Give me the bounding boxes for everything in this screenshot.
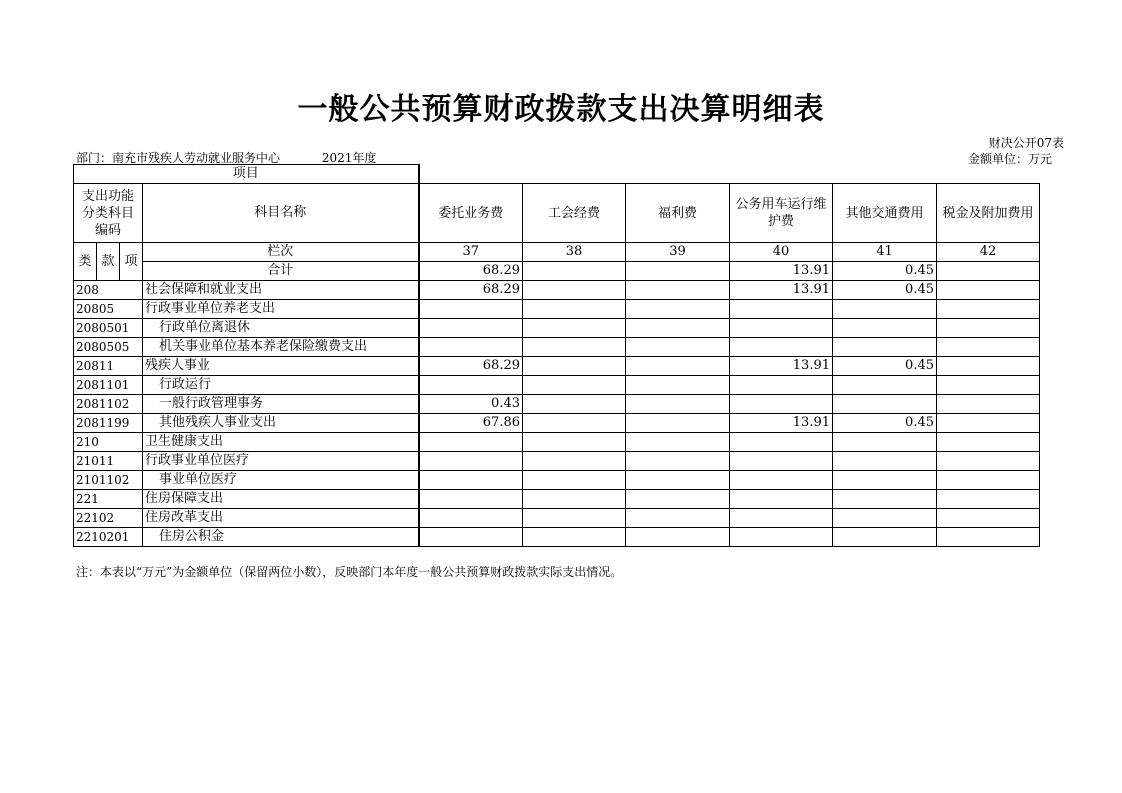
row-subject-name: 住房保障支出 [143, 490, 419, 509]
row-value [419, 490, 523, 509]
header-lei: 类 [74, 243, 97, 281]
row-value: 13.91 [730, 357, 833, 376]
row-code: 208 [74, 281, 143, 300]
row-subject-name: 行政运行 [143, 376, 419, 395]
row-value [419, 338, 523, 357]
row-value [730, 490, 833, 509]
header-lanci: 栏次 [143, 243, 419, 262]
row-value [626, 376, 730, 395]
row-code: 2081199 [74, 414, 143, 433]
header-row-item [74, 165, 1040, 184]
table-row [74, 490, 1040, 509]
row-value: 0.43 [419, 395, 523, 414]
row-value [730, 433, 833, 452]
row-value [523, 395, 626, 414]
report-year: 2021年度 [321, 151, 377, 165]
col-no-38: 38 [523, 243, 626, 262]
total-value: 68.29 [419, 262, 523, 281]
row-value [523, 509, 626, 528]
row-value: 0.45 [833, 281, 937, 300]
header-row-lanci [74, 243, 1040, 262]
row-value: 0.45 [833, 414, 937, 433]
row-value [937, 509, 1040, 528]
header-row-names [74, 184, 1040, 243]
row-code: 2081102 [74, 395, 143, 414]
row-code: 2081101 [74, 376, 143, 395]
table-row [74, 414, 1040, 433]
row-subject-name: 社会保障和就业支出 [143, 281, 419, 300]
table-row [74, 338, 1040, 357]
row-value [626, 319, 730, 338]
row-value [937, 395, 1040, 414]
total-value: 0.45 [833, 262, 937, 281]
row-value [626, 509, 730, 528]
page-title: 一般公共预算财政拨款支出决算明细表 [297, 92, 825, 127]
col-no-41: 41 [833, 243, 937, 262]
row-value: 67.86 [419, 414, 523, 433]
row-value [937, 528, 1040, 547]
col-no-42: 42 [937, 243, 1040, 262]
row-subject-name: 一般行政管理事务 [143, 395, 419, 414]
row-value [833, 395, 937, 414]
row-value [523, 281, 626, 300]
row-code: 2210201 [74, 528, 143, 547]
total-label: 合计 [143, 262, 419, 281]
row-value [419, 452, 523, 471]
row-value [730, 319, 833, 338]
row-value [419, 319, 523, 338]
header-col-39: 福利费 [626, 184, 730, 243]
header-col-42: 税金及附加费用 [937, 184, 1040, 243]
header-col-38: 工会经费 [523, 184, 626, 243]
total-value: 13.91 [730, 262, 833, 281]
table-row [74, 319, 1040, 338]
row-subject-name: 事业单位医疗 [143, 471, 419, 490]
total-value [523, 262, 626, 281]
row-value [523, 528, 626, 547]
row-value [626, 490, 730, 509]
row-value [523, 300, 626, 319]
header-kuan: 款 [97, 243, 120, 281]
row-value [419, 509, 523, 528]
expenditure-table [73, 164, 1040, 547]
header-col-41: 其他交通费用 [833, 184, 937, 243]
row-subject-name: 卫生健康支出 [143, 433, 419, 452]
row-value [833, 452, 937, 471]
row-value [937, 281, 1040, 300]
row-subject-name: 机关事业单位基本养老保险缴费支出 [143, 338, 419, 357]
table-row [74, 357, 1040, 376]
row-value [730, 509, 833, 528]
row-value [937, 376, 1040, 395]
row-subject-name: 残疾人事业 [143, 357, 419, 376]
total-value [937, 262, 1040, 281]
row-value [523, 357, 626, 376]
row-value [626, 357, 730, 376]
row-value [833, 376, 937, 395]
col-no-39: 39 [626, 243, 730, 262]
row-value [523, 338, 626, 357]
row-value [730, 376, 833, 395]
row-value [626, 281, 730, 300]
row-code: 2080501 [74, 319, 143, 338]
row-value [626, 300, 730, 319]
row-value: 68.29 [419, 281, 523, 300]
table-row [74, 376, 1040, 395]
col-no-40: 40 [730, 243, 833, 262]
row-value [730, 300, 833, 319]
row-value [833, 319, 937, 338]
row-subject-name: 行政事业单位医疗 [143, 452, 419, 471]
header-item: 项目 [74, 165, 419, 184]
header-col-40: 公务用车运行维护费 [730, 184, 833, 243]
row-value [419, 471, 523, 490]
row-value: 13.91 [730, 414, 833, 433]
row-value: 13.91 [730, 281, 833, 300]
row-value [937, 319, 1040, 338]
row-value [523, 433, 626, 452]
row-value [833, 338, 937, 357]
row-code: 20811 [74, 357, 143, 376]
header-func-code: 支出功能分类科目编码 [74, 184, 143, 243]
row-value [937, 433, 1040, 452]
row-value [833, 528, 937, 547]
row-value [833, 509, 937, 528]
row-code: 2080505 [74, 338, 143, 357]
table-row [74, 509, 1040, 528]
table-row [74, 452, 1040, 471]
row-code: 210 [74, 433, 143, 452]
row-value [937, 357, 1040, 376]
header-subject-name: 科目名称 [143, 184, 419, 243]
row-subject-name: 行政单位离退休 [143, 319, 419, 338]
header-col-37: 委托业务费 [419, 184, 523, 243]
row-value [937, 300, 1040, 319]
row-value [937, 490, 1040, 509]
table-row [74, 433, 1040, 452]
row-value [833, 433, 937, 452]
row-value [833, 490, 937, 509]
row-value [730, 528, 833, 547]
row-value [730, 338, 833, 357]
row-value [730, 395, 833, 414]
row-value [523, 414, 626, 433]
row-value [419, 528, 523, 547]
row-value [419, 376, 523, 395]
dept-name: 部门：南充市残疾人劳动就业服务中心 [76, 151, 281, 165]
table-row [74, 471, 1040, 490]
row-code: 2101102 [74, 471, 143, 490]
row-value [730, 452, 833, 471]
row-value [419, 300, 523, 319]
table-row [74, 281, 1040, 300]
row-value [937, 452, 1040, 471]
footnote: 注：本表以“万元”为金额单位（保留两位小数），反映部门本年度一般公共预算财政拨款实际支出情况。 [76, 565, 623, 579]
row-value [523, 452, 626, 471]
table-row [74, 528, 1040, 547]
row-value: 0.45 [833, 357, 937, 376]
row-subject-name: 住房改革支出 [143, 509, 419, 528]
row-value [626, 433, 730, 452]
total-row [74, 262, 1040, 281]
row-value [730, 471, 833, 490]
row-value [626, 338, 730, 357]
row-value [523, 471, 626, 490]
table-code: 财决公开07表 [988, 136, 1064, 150]
row-code: 21011 [74, 452, 143, 471]
row-code: 22102 [74, 509, 143, 528]
row-value [626, 528, 730, 547]
row-value [937, 471, 1040, 490]
row-value [626, 452, 730, 471]
row-value [523, 319, 626, 338]
row-code: 221 [74, 490, 143, 509]
row-value [626, 395, 730, 414]
row-value: 68.29 [419, 357, 523, 376]
table-row [74, 395, 1040, 414]
row-value [419, 433, 523, 452]
col-no-37: 37 [419, 243, 523, 262]
table-row [74, 300, 1040, 319]
row-value [626, 414, 730, 433]
row-value [833, 300, 937, 319]
row-value [523, 490, 626, 509]
row-value [937, 414, 1040, 433]
row-subject-name: 住房公积金 [143, 528, 419, 547]
row-subject-name: 行政事业单位养老支出 [143, 300, 419, 319]
row-value [937, 338, 1040, 357]
row-value [833, 471, 937, 490]
amount-unit: 金额单位：万元 [967, 152, 1052, 166]
row-value [523, 376, 626, 395]
row-subject-name: 其他残疾人事业支出 [143, 414, 419, 433]
header-xiang: 项 [120, 243, 143, 281]
row-value [626, 471, 730, 490]
row-code: 20805 [74, 300, 143, 319]
total-value [626, 262, 730, 281]
